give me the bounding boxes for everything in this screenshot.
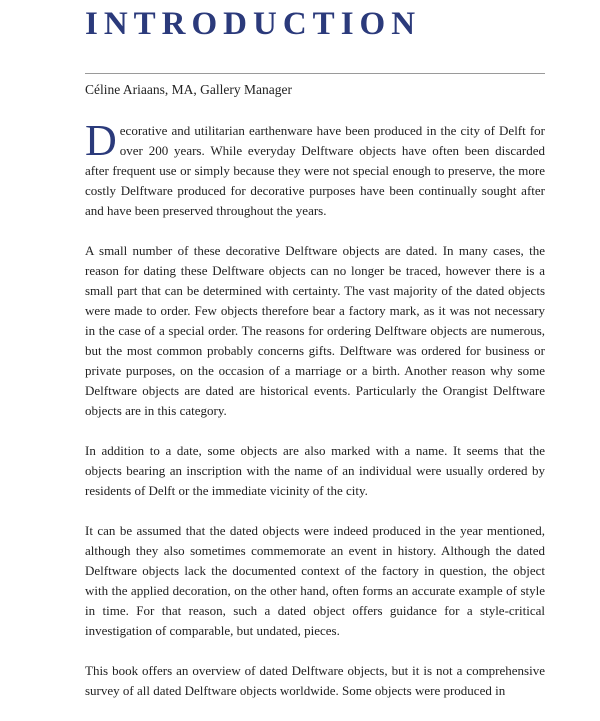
body-text <box>85 116 545 721</box>
drop-cap: D <box>85 116 117 165</box>
paragraph-4: It can be assumed that the dated objects were indeed produced in the year mentioned, although they also sometimes commemorate an event in history. Although the dated Delftware objects lack the documented context of the factory in question, the object with the applied decoration, on the other hand, often forms an accurate example of style in time. For that reason, such a dated object offers guidance for a style-critical investigation of comparable, but undated, pieces. <box>85 523 545 638</box>
paragraph-1-text: ecorative and utilitarian earthenware have been produced in the city of Delft for over 200 years. While everyday Delftware objects have often been discarded after frequent use or simply because they were not special enough to preserve, the more costly Delftware produced for decorative purposes have been continually sought after and have been preserved throughout the years. <box>85 123 545 218</box>
paragraph-1 <box>85 116 545 221</box>
paragraph-2: A small number of these decorative Delftware objects are dated. In many cases, the reason for dating these Delftware objects can no longer be traced, however there is a small part that can be determined with certainty. The vast majority of the dated objects were made to order. Few objects therefore bear a factory mark, as it was not necessary in the case of a special order. The reasons for ordering Delftware objects are numerous, but the most common probably concerns gifts. Delftware was ordered for business or private purposes, on the occasion of a marriage or a birth. Another reason why some Delftware objects are dated are historical events. Particularly the Orangist Delftware objects are in this category. <box>85 243 545 418</box>
paragraph-5: This book offers an overview of dated Delftware objects, but it is not a comprehensive survey of all dated Delftware objects worldwide. Some objects were produced in <box>85 663 545 698</box>
title-divider <box>85 73 545 74</box>
page-title: INTRODUCTION <box>85 6 422 42</box>
paragraph-3: In addition to a date, some objects are also marked with a name. It seems that the objects bearing an inscription with the name of an individual were usually ordered by residents of Delft or the immediate vicinity of the city. <box>85 443 545 498</box>
author-byline: Céline Ariaans, MA, Gallery Manager <box>85 82 292 97</box>
